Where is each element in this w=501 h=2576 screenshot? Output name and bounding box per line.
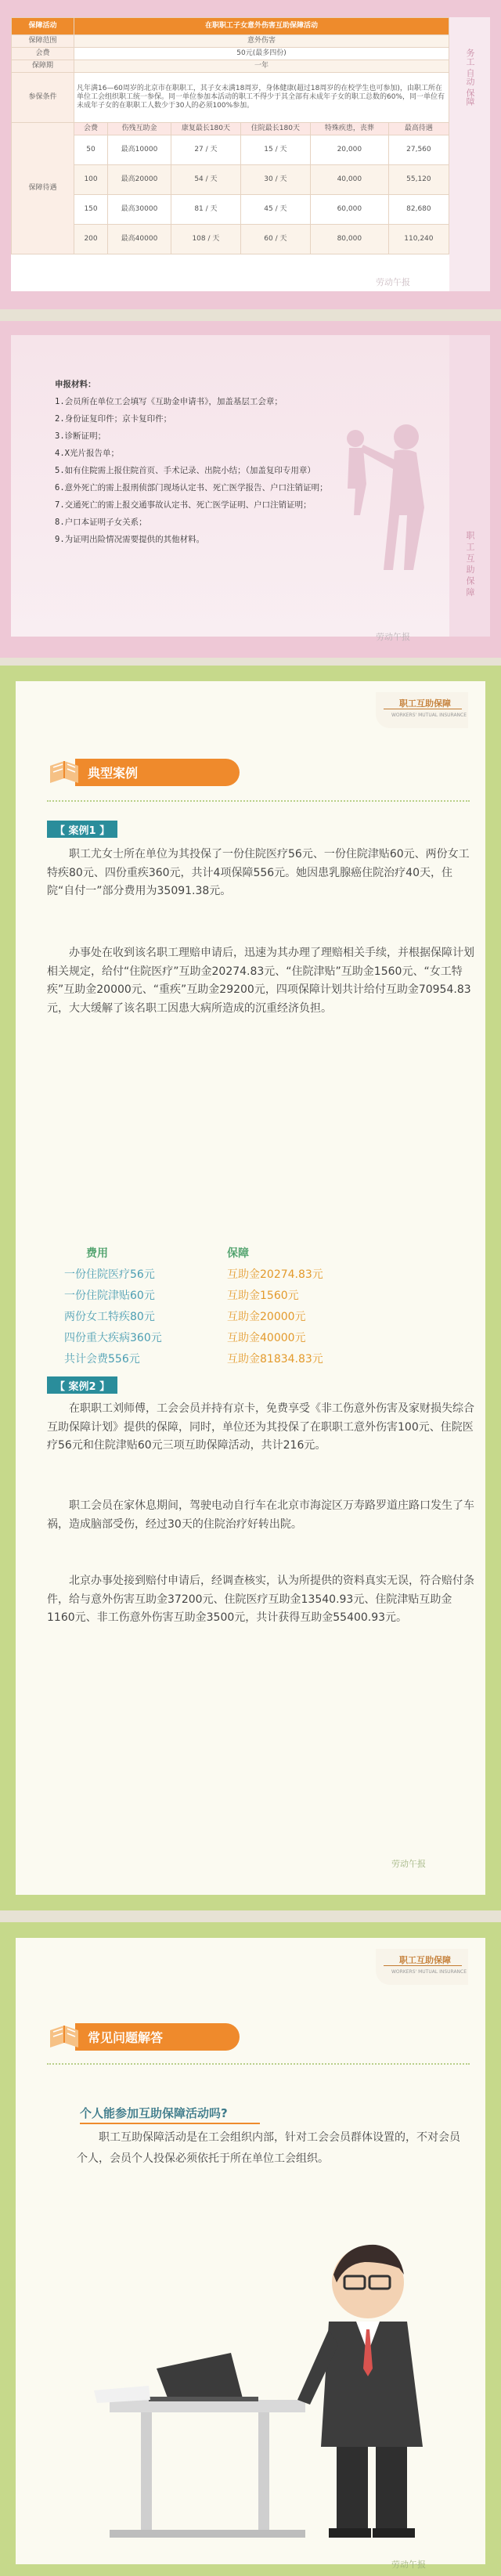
- header-benefit: 保障: [227, 1247, 249, 1260]
- list-item: 7.交通死亡的需上报交通事故认定书、死亡医学证明、户口注销证明；: [55, 500, 312, 510]
- logo-subtitle: WORKERS' MUTUAL INSURANCE: [391, 1969, 467, 1975]
- materials-card: [11, 335, 449, 637]
- table-header-label: 保障活动: [12, 18, 74, 35]
- table-row: [47, 1265, 391, 1286]
- table-cell: 80,000: [310, 225, 388, 254]
- section-heading: [47, 2021, 240, 2052]
- list-item: 8.户口本证明子女关系；: [55, 518, 147, 527]
- benefit-header: 会费: [74, 123, 108, 135]
- table-cell: 81 / 天: [171, 195, 240, 225]
- table-cell: 110,240: [388, 225, 449, 254]
- list-item: 9.为证明出险情况需要提供的其他材料。: [55, 535, 205, 544]
- logo-title: 职工互助保障: [399, 1955, 451, 1965]
- cases-card: [16, 681, 485, 1895]
- case2-paragraph-1: 在职职工刘师傅，工会会员并持有京卡，免费享受《非工伤意外伤害及家财损失综合互助保障计划》提供的保障，同时，单位还为其投保了在职职工意外伤害100元、住院医疗56元和住院津贴60元三项互助保障活动，共计216元。: [47, 1402, 474, 1452]
- materials-list: [55, 376, 384, 548]
- faq-panel: [0, 1922, 501, 2576]
- section-heading: [47, 756, 240, 788]
- office-worker-illustration-icon: [63, 2212, 485, 2556]
- row-label: 会费: [12, 48, 74, 60]
- table-row: [47, 1328, 391, 1349]
- dotted-divider: [47, 800, 470, 802]
- table-cell: 最高40000: [108, 225, 171, 254]
- table-cell: 60 / 天: [240, 225, 310, 254]
- table-cell: 最高10000: [108, 135, 171, 165]
- row-value: 一年: [74, 60, 449, 73]
- table-cell: 50: [74, 135, 108, 165]
- faq-card: [16, 1938, 485, 2564]
- case2-paragraph-2: 职工会员在家休息期间，驾驶电动自行车在北京市海淀区万寿路罗道庄路口发生了车祸，造成脑部受伤，经过30天的住院治疗好转出院。: [47, 1499, 474, 1531]
- header-cost: 费用: [86, 1247, 108, 1260]
- table-cell: 45 / 天: [240, 195, 310, 225]
- table-cell: 27,560: [388, 135, 449, 165]
- insurance-table-card: [11, 17, 449, 291]
- case1-paragraph-1: 职工尤女士所在单位为其投保了一份住院医疗56元、一份住院津贴60元、两份女工特疾80元、四份重疾360元，共计4项保障556元。她因患乳腺癌住院治疗40天，住院“自付一”部分费用为35091.38元。: [47, 848, 470, 897]
- cost-cell: 四份重大疾病360元: [64, 1332, 162, 1344]
- benefit-header: 康复最长180天: [171, 123, 240, 135]
- table-cell: 54 / 天: [171, 165, 240, 195]
- section-title: 典型案例: [75, 759, 240, 786]
- question-underline: [80, 2123, 260, 2124]
- faq-question: 个人能参加互助保障活动吗?: [80, 2106, 228, 2120]
- row-value: 意外伤害: [74, 35, 449, 48]
- case-tag: 【 案例1 】: [47, 821, 117, 838]
- program-logo: [376, 692, 468, 728]
- dotted-divider: [47, 2063, 470, 2065]
- case2-paragraph-3: 北京办事处接到赔付申请后，经调查核实，认为所提供的资料真实无误，符合赔付条件，给与意外伤害互助金37200元、住院医疗互助金13540.93元、住院津贴互助金1160元、非工伤意外伤害互助金3500元，共计获得互助金55400.93元。: [47, 1575, 474, 1624]
- table-row: [47, 1349, 391, 1370]
- table-row: [12, 135, 449, 165]
- table-row: [12, 195, 449, 225]
- list-item: 3.诊断证明；: [55, 431, 106, 441]
- side-stripe: [449, 17, 490, 291]
- cost-cell: 一份住院津贴60元: [64, 1290, 155, 1302]
- list-item: 1.会员所在单位工会填写《互助金申请书》，加盖基层工会章；: [55, 397, 283, 406]
- list-item: 6.意外死亡的需上报刑侦部门现场认定书、死亡医学报告、户口注销证明；: [55, 483, 328, 492]
- benefit-header: 住院最长180天: [240, 123, 310, 135]
- book-icon: [47, 756, 83, 788]
- table-cell: 27 / 天: [171, 135, 240, 165]
- benefit-cell: 互助金20000元: [227, 1311, 306, 1323]
- table-row: [47, 1307, 391, 1328]
- table-row: [12, 165, 449, 195]
- table-cell: 40,000: [310, 165, 388, 195]
- row-label: 保障期: [12, 60, 74, 73]
- watermark: 劳动午报: [376, 632, 410, 642]
- cost-cell: 共计会费556元: [64, 1353, 140, 1366]
- insurance-table-panel: [0, 0, 501, 309]
- table-cell: 200: [74, 225, 108, 254]
- cases-panel: [0, 666, 501, 1910]
- logo-subtitle: WORKERS' MUTUAL INSURANCE: [391, 713, 467, 718]
- row-value: 凡年满16—60周岁的北京市在职职工，其子女未满18周岁，身体健康(超过18周岁的在校学生也可参加)，由职工所在单位工会组织职工统一参保。同一单位参加本活动的职工不得少于其全部有未成年子女的职工总数的60%，同一单位有未成年子女的在职职工人数少于30人的必须100%参加。: [74, 73, 449, 123]
- watermark: 劳动午报: [391, 2560, 426, 2570]
- program-logo: [376, 1949, 468, 1985]
- row-label: 保障范围: [12, 35, 74, 48]
- row-label: 参保条件: [12, 73, 74, 123]
- faq-answer: 职工互助保障活动是在工会组织内部，针对工会会员群体设置的，不对会员个人，会员个人投保必须依托于所在单位工会组织。: [77, 2131, 460, 2165]
- table-cell: 60,000: [310, 195, 388, 225]
- table-cell: 150: [74, 195, 108, 225]
- case1-paragraph-2: 办事处在收到该名职工理赔申请后，迅速为其办理了理赔相关手续，并根据保障计划相关规定，给付“住院医疗”互助金20274.83元、“住院津贴”互助金1560元、“女工特疾”互助金20000元、“重疾”互助金29200元，四项保障计划共计给付互助金70954.83元，大大缓解了该名职工因患大病所造成的沉重经济负担。: [47, 947, 474, 1015]
- table-cell: 最高30000: [108, 195, 171, 225]
- table-cell: 100: [74, 165, 108, 195]
- benefit-cell: 互助金20274.83元: [227, 1268, 323, 1281]
- side-text: 务工 自动 保障: [465, 49, 475, 106]
- list-item: 4.X光片报告单；: [55, 449, 119, 458]
- materials-title: 申报材料：: [55, 380, 96, 389]
- benefit-header: 特殊疾患，丧葬: [310, 123, 388, 135]
- benefit-cell: 互助金1560元: [227, 1290, 299, 1302]
- cost-benefit-table: [47, 1243, 391, 1370]
- table-header-row: [47, 1243, 391, 1265]
- logo-title: 职工互助保障: [399, 698, 451, 709]
- table-cell: 20,000: [310, 135, 388, 165]
- table-cell: 30 / 天: [240, 165, 310, 195]
- benefit-cell: 互助金40000元: [227, 1332, 306, 1344]
- benefit-cell: 互助金81834.83元: [227, 1353, 323, 1366]
- table-title: 在职职工子女意外伤害互助保障活动: [74, 18, 449, 35]
- benefit-header: 伤残互助金: [108, 123, 171, 135]
- benefit-label: 保障待遇: [12, 123, 74, 254]
- side-text: 职 工 互 助 保 障: [465, 531, 475, 597]
- book-icon: [47, 2021, 83, 2052]
- table-cell: 55,120: [388, 165, 449, 195]
- table-cell: 82,680: [388, 195, 449, 225]
- list-item: 2.身份证复印件；京卡复印件；: [55, 414, 172, 424]
- table-row: [12, 225, 449, 254]
- case-tag: 【 案例2 】: [47, 1376, 117, 1394]
- section-title: 常见问题解答: [75, 2023, 240, 2051]
- list-item: 5.如有住院需上报住院首页、手术记录、出院小结；（加盖复印专用章）: [55, 466, 315, 475]
- benefit-header: 最高待遇: [388, 123, 449, 135]
- side-stripe: [449, 335, 490, 637]
- table-cell: 108 / 天: [171, 225, 240, 254]
- row-value: 50元(最多四份): [74, 48, 449, 60]
- watermark: 劳动午报: [376, 277, 410, 287]
- table-cell: 15 / 天: [240, 135, 310, 165]
- cost-cell: 两份女工特疾80元: [64, 1311, 155, 1323]
- insurance-table: [11, 17, 449, 254]
- table-cell: 最高20000: [108, 165, 171, 195]
- table-row: [47, 1286, 391, 1307]
- cost-cell: 一份住院医疗56元: [64, 1268, 155, 1281]
- logo-divider: [384, 1965, 462, 1966]
- materials-panel: [0, 321, 501, 658]
- watermark: 劳动午报: [391, 1859, 426, 1869]
